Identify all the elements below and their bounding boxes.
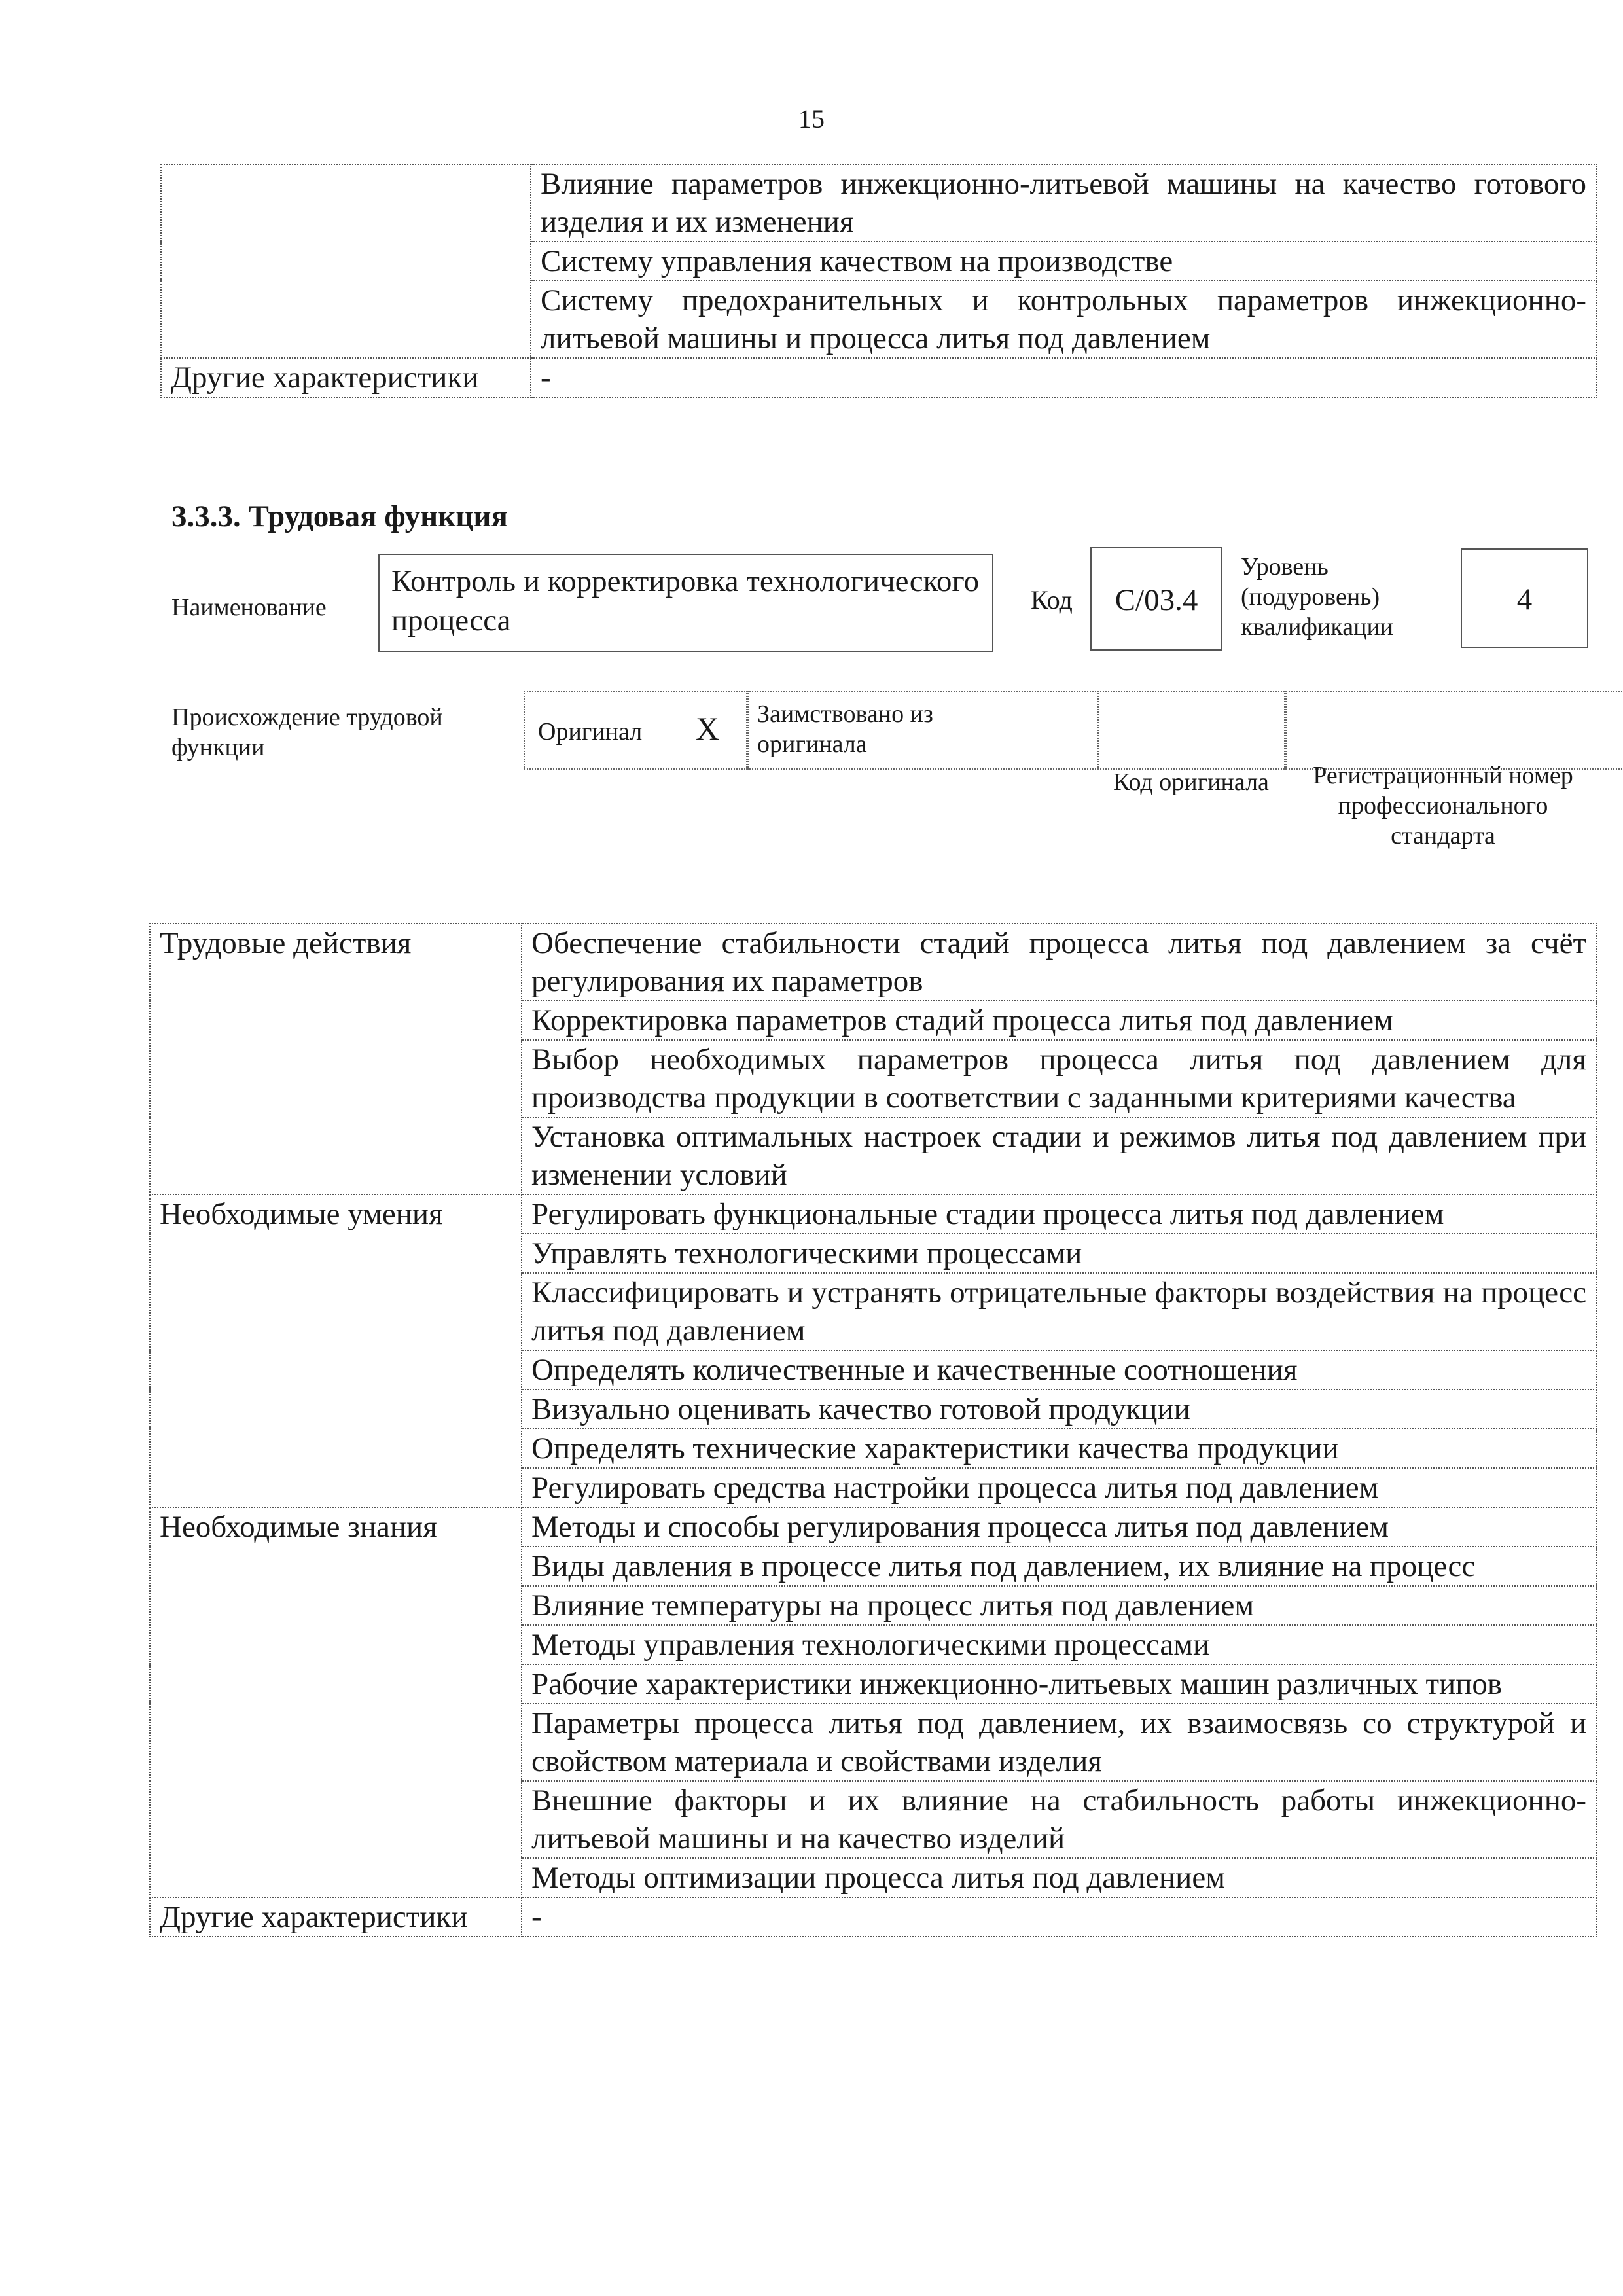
registration-number-caption: Регистрационный номер профессионального стандарта: [1313, 762, 1573, 850]
divider: [1097, 691, 1099, 770]
list-item: Внешние факторы и их влияние на стабильность работы инжекционно-литьевой машины и на качество изделий: [522, 1781, 1596, 1858]
name-value: Контроль и корректировка технологического процесса: [378, 554, 993, 652]
list-item: Методы управления технологическими процессами: [522, 1625, 1596, 1664]
section-title: 3.3.3. Трудовая функция: [171, 499, 508, 533]
divider: [746, 691, 749, 770]
original-label: Оригинал: [538, 718, 643, 745]
origin-box: [524, 691, 1623, 770]
list-item: Определять количественные и качественные соотношения: [522, 1350, 1596, 1390]
table-row: [161, 358, 1596, 397]
knowledge-item: Систему предохранительных и контрольных параметров инжекционно-литьевой машины и процесса литья под давлением: [531, 281, 1596, 358]
code-value: C/03.4: [1090, 547, 1222, 651]
required-skills-label: Необходимые умения: [150, 1194, 522, 1507]
list-item: Рабочие характеристики инжекционно-литьевых машин различных типов: [522, 1664, 1596, 1704]
list-item: Методы и способы регулирования процесса литья под давлением: [522, 1507, 1596, 1547]
list-item: Классифицировать и устранять отрицательные факторы воздействия на процесс литья под давлением: [522, 1273, 1596, 1350]
list-item: Влияние температуры на процесс литья под давлением: [522, 1586, 1596, 1625]
other-characteristics-label: Другие характеристики: [161, 358, 531, 397]
code-label: Код: [1031, 585, 1073, 615]
label-cell: [161, 164, 531, 358]
table-row: [150, 1194, 1596, 1234]
divider: [1284, 691, 1287, 770]
list-item: Определять технические характеристики качества продукции: [522, 1429, 1596, 1468]
origin-label: Происхождение трудовой функции: [171, 704, 443, 761]
list-item: Регулировать функциональные стадии процесса литья под давлением: [522, 1194, 1596, 1234]
required-knowledge-label: Необходимые знания: [150, 1507, 522, 1897]
knowledge-item: Систему управления качеством на производстве: [531, 242, 1596, 281]
list-item: Установка оптимальных настроек стадии и режимов литья под давлением при изменении условий: [522, 1117, 1596, 1194]
labor-function-table: [149, 923, 1597, 1937]
continued-knowledge-table: [160, 164, 1597, 398]
page-number: 15: [798, 104, 825, 134]
list-item: Корректировка параметров стадий процесса литья под давлением: [522, 1001, 1596, 1040]
list-item: Обеспечение стабильности стадий процесса литья под давлением за счёт регулирования их параметров: [522, 924, 1596, 1001]
list-item: Параметры процесса литья под давлением, их взаимосвязь со структурой и свойством материала и свойствами изделия: [522, 1704, 1596, 1781]
list-item: Выбор необходимых параметров процесса литья под давлением для производства продукции в соответствии с заданными критериями качества: [522, 1040, 1596, 1117]
other-characteristics-value: -: [522, 1897, 1596, 1937]
list-item: Регулировать средства настройки процесса литья под давлением: [522, 1468, 1596, 1507]
table-row: [150, 1507, 1596, 1547]
other-characteristics-value: -: [531, 358, 1596, 397]
qualification-level-value: 4: [1461, 548, 1588, 648]
table-row: [150, 924, 1596, 1001]
table-row: [161, 164, 1596, 242]
original-mark: X: [696, 710, 720, 747]
labor-actions-label: Трудовые действия: [150, 924, 522, 1194]
list-item: Виды давления в процессе литья под давлением, их влияние на процесс: [522, 1547, 1596, 1586]
qualification-level-label: Уровень (подуровень) квалификации: [1241, 553, 1394, 641]
borrowed-label: Заимствовано из оригинала: [757, 700, 933, 758]
other-characteristics-label: Другие характеристики: [150, 1897, 522, 1937]
list-item: Управлять технологическими процессами: [522, 1234, 1596, 1273]
knowledge-item: Влияние параметров инжекционно-литьевой машины на качество готового изделия и их изменения: [531, 164, 1596, 242]
original-code-caption: Код оригинала: [1113, 768, 1269, 796]
list-item: Визуально оценивать качество готовой продукции: [522, 1390, 1596, 1429]
list-item: Методы оптимизации процесса литья под давлением: [522, 1858, 1596, 1897]
table-row: [150, 1897, 1596, 1937]
name-label: Наименование: [171, 594, 327, 621]
